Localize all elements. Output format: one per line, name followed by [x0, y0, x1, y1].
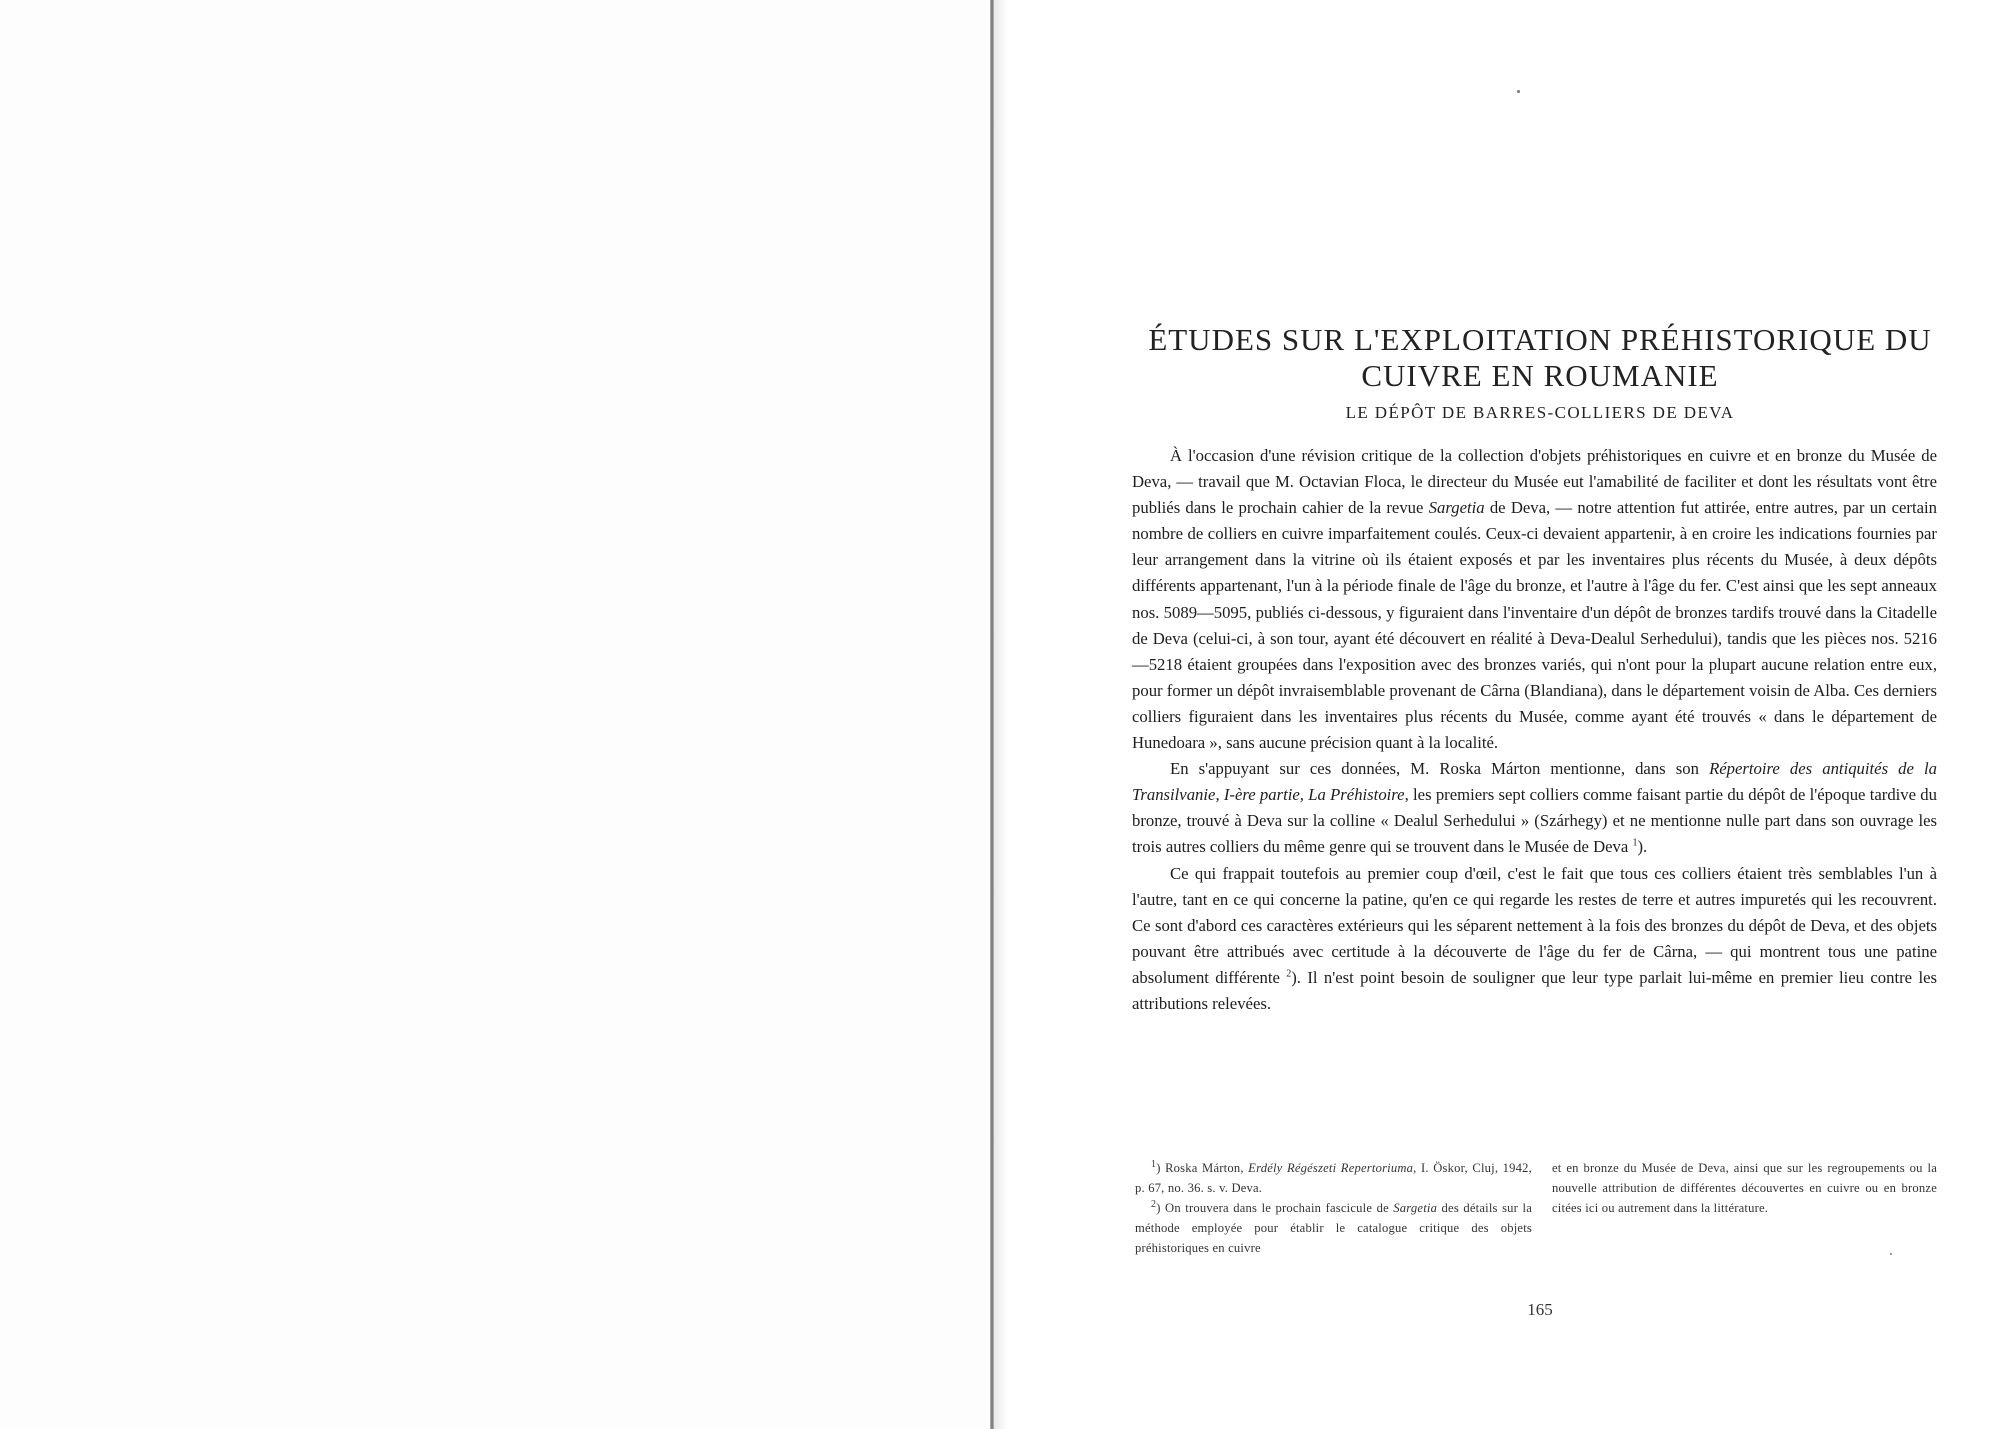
footnote-2-continuation: et en bronze du Musée de Deva, ainsi que sur les regroupements ou la nouvelle attribution de différentes découvertes en cuivre ou en bronze citées ici ou autrement dans la littérature.	[1552, 1161, 1937, 1215]
gutter-shadow	[994, 0, 1008, 1429]
footnote-1-text-a: ) Roska Márton,	[1156, 1161, 1249, 1175]
repertoire-title: Répertoire des antiquités de la Transilvanie, I-ère partie, La Préhistoire	[1132, 759, 1937, 805]
paragraph-2-text-c: ).	[1637, 837, 1648, 857]
footnote-ref-1: 1	[1632, 837, 1638, 849]
footnote-2-mark: 2	[1151, 1198, 1157, 1210]
footnotes-left-column	[1135, 1158, 1532, 1258]
footnote-1	[1135, 1158, 1532, 1198]
footnote-2-journal: Sargetia	[1393, 1201, 1438, 1215]
footnotes-right-column	[1552, 1158, 1937, 1218]
paragraph-1-text-a: À l'occasion d'une révision critique de la collection d'objets préhistoriques en cuivre et en bronze du Musée de Deva, — travail que M. Octavian Floca, le directeur du Musée eut l'amabilité de faciliter et dont les résultats vont être publiés dans le prochain cahier de la revue	[1132, 446, 1937, 518]
paragraph-1	[1132, 443, 1937, 756]
journal-name-sargetia: Sargetia	[1428, 498, 1485, 518]
page-number: 165	[1527, 1300, 1553, 1319]
paragraph-3-text-b: ). Il n'est point besoin de souligner que leur type parlait lui-même en premier lieu contre les attributions relevées.	[1132, 967, 1937, 1013]
footnote-2-text-b: des détails sur la méthode employée pour établir le catalogue critique des objets préhistoriques en cuivre	[1135, 1201, 1532, 1255]
article-body	[1132, 443, 1937, 1017]
article-subtitle: LE DÉPÔT DE BARRES-COLLIERS DE DEVA	[1345, 403, 1735, 422]
paragraph-2	[1132, 756, 1937, 860]
left-page-blank	[0, 0, 990, 1429]
footnote-2	[1135, 1198, 1532, 1258]
paragraph-2-text-a: En s'appuyant sur ces données, M. Roska Márton mentionne, dans son	[1170, 759, 1710, 779]
footnote-2-text-a: ) On trouvera dans le prochain fascicule de	[1156, 1201, 1394, 1215]
paper-speck	[1517, 90, 1520, 93]
paragraph-2-text-b: , les premiers sept colliers comme faisant partie du dépôt de l'époque tardive du bronze, trouvé à Deva sur la colline « Dealul Serhedului » (Szárhegy) et ne mentionne nulle part dans son ouvrage les trois autres colliers du même genre qui se trouvent dans le Musée de Deva	[1132, 785, 1937, 857]
footnote-1-mark: 1	[1151, 1158, 1157, 1170]
footnote-1-title: Erdély Régészeti Repertoriuma	[1248, 1161, 1414, 1175]
footnote-ref-2: 2	[1286, 968, 1292, 980]
paragraph-3	[1132, 861, 1937, 1018]
footnote-1-text-b: , I. Öskor, Cluj, 1942, p. 67, no. 36. s. v. Deva.	[1135, 1161, 1533, 1195]
paper-speck	[1890, 1253, 1892, 1255]
paragraph-1-text-b: de Deva, — notre attention fut attirée, entre autres, par un certain nombre de colliers en cuivre imparfaitement coulés. Ceux-ci devaient appartenir, à en croire les indications fournies par leur arrangement dans la vitrine où ils étaient exposés et par les inventaires plus récents du Musée, à deux dépôts différents appartenant, l'un à la période finale de l'âge du bronze, et l'autre à l'âge du fer. C'est ainsi que les sept anneaux nos. 5089—5095, publiés ci-dessous, y figuraient dans l'inventaire d'un dépôt de bronzes tardifs trouvé dans la Citadelle de Deva (celui-ci, à son tour, ayant été découvert en réalité à Deva-Dealul Serhedului), tandis que les pièces nos. 5216—5218 étaient groupées dans l'exposition avec des bronzes variés, qui n'ont pour la plupart aucune relation entre eux, pour former un dépôt invraisemblable provenant de Cârna (Blandiana), dans le département voisin de Alba. Ces derniers colliers figuraient dans les inventaires plus récents du Musée, comme ayant été trouvés « dans le département de Hunedoara », sans aucune précision quant à la localité.	[1132, 498, 1938, 753]
paragraph-3-text-a: Ce qui frappait toutefois au premier coup d'œil, c'est le fait que tous ces colliers étaient très semblables l'un à l'autre, tant en ce qui concerne la patine, qu'en ce qui regarde les restes de terre et autres impuretés qui les recouvrent. Ce sont d'abord ces caractères extérieurs qui les séparent nettement à la fois des bronzes du dépôt de Deva, et des objets pouvant être attribués avec certitude à la découverte de l'âge du fer de Cârna, — qui montrent tous une patine absolument différente	[1132, 863, 1937, 987]
article-title: ÉTUDES SUR L'EXPLOITATION PRÉHISTORIQUE DU CUIVRE EN ROUMANIE	[1148, 322, 1932, 393]
